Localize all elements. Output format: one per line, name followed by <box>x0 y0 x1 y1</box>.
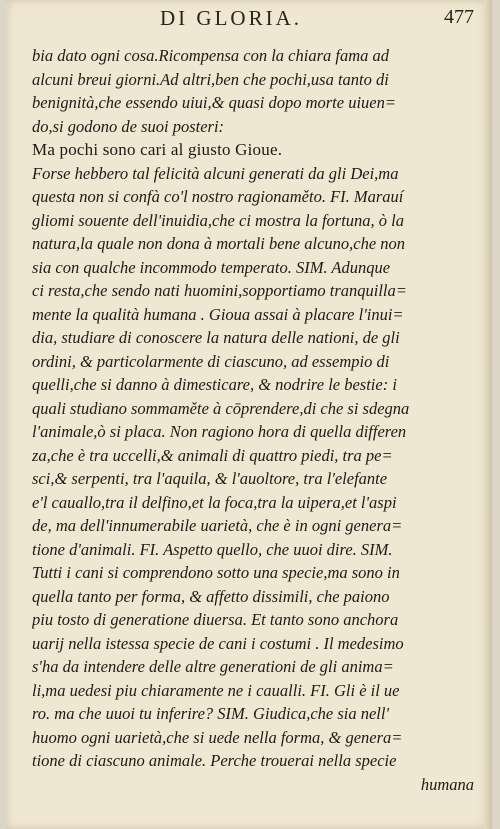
running-head <box>26 6 486 34</box>
text-line: ro. ma che uuoi tu inferire? SIM. Giudica,che sia nell' <box>32 704 389 723</box>
text-line: li,ma uedesi piu chiaramente ne i caualli. FI. Gli è il ue <box>32 680 400 700</box>
text-line: bia dato ogni cosa.Ricompensa con la chiara fama ad <box>32 46 390 65</box>
page-number: 477 <box>444 6 474 28</box>
text-line: ci resta,che sendo nati huomini,sopportiamo tranquilla= <box>32 281 407 300</box>
text-line: l'animale,ò si placa. Non ragiono hora di quella differen <box>32 422 407 441</box>
text-line: e'l cauallo,tra il delfino,et la foca,tra la uipera,et l'aspi <box>32 492 397 512</box>
text-line: uarij nella istessa specie de cani i costumi . Il medesimo <box>32 633 404 653</box>
text-line: Tutti i cani si comprendono sotto una specie,ma sono in <box>32 563 400 582</box>
text-line: natura,la quale non dona à mortali bene alcuno,che non <box>32 234 406 253</box>
text-line: za,che è tra uccelli,& animali di quattro piedi, tra pe= <box>32 445 393 465</box>
verse-line: Ma pochi sono cari al giusto Gioue. <box>32 140 283 159</box>
text-line: mente la qualità humana . Gioua assai à placare l'inui= <box>32 304 404 324</box>
text-line: ordini, & particolarmente di ciascuno, ad essempio di <box>32 351 390 371</box>
text-line: s'ha da intendere delle altre generationi de gli anima= <box>32 657 394 676</box>
book-page <box>6 0 492 829</box>
running-head-title: DI GLORIA. <box>160 6 302 30</box>
text-line: sci,& serpenti, tra l'aquila, & l'auoltore, tra l'elefante <box>32 469 388 488</box>
text-line: benignità,che essendo uiui,& quasi dopo morte uiuen= <box>32 93 397 112</box>
text-line: alcuni breui giorni.Ad altri,ben che pochi,usa tanto di <box>32 69 389 89</box>
text-line: do,si godono de suoi posteri: <box>32 116 225 136</box>
text-line: piu tosto di generatione diuersa. Et tanto sono anchora <box>32 610 399 629</box>
text-line: questa non si confà co'l nostro ragionaměto. FI. Marauí <box>32 187 404 206</box>
text-line: tione d'animali. FI. Aspetto quello, che uuoi dire. SIM. <box>32 539 393 559</box>
page-edge-shadow <box>484 0 492 829</box>
text-line: sia con qualche incommodo temperato. SIM. Adunque <box>32 257 391 277</box>
text-line: Forse hebbero tal felicità alcuni generati da gli Dei,ma <box>32 163 399 183</box>
text-line: de, ma dell'innumerabile uarietà, che è in ogni genera= <box>32 516 403 535</box>
text-line: tione di ciascuno animale. Perche trouerai nella specie <box>32 751 397 770</box>
text-line: dia, studiare di conoscere la natura delle nationi, de gli <box>32 328 400 347</box>
text-line: gliomi souente dell'inuidia,che ci mostra la fortuna, ò la <box>32 210 404 230</box>
text-line: huomo ogni uarietà,che si uede nella forma, & genera= <box>32 727 403 747</box>
text-line: quali studiano sommaměte à cōprendere,di che si sdegna <box>32 398 410 418</box>
body-text <box>32 44 474 796</box>
text-line: quelli,che si danno à dimesticare, & nodrire le bestie: i <box>32 375 397 394</box>
catchword: humana <box>420 774 474 794</box>
text-line: quella tanto per forma, & affetto dissimili, che paiono <box>32 586 390 606</box>
